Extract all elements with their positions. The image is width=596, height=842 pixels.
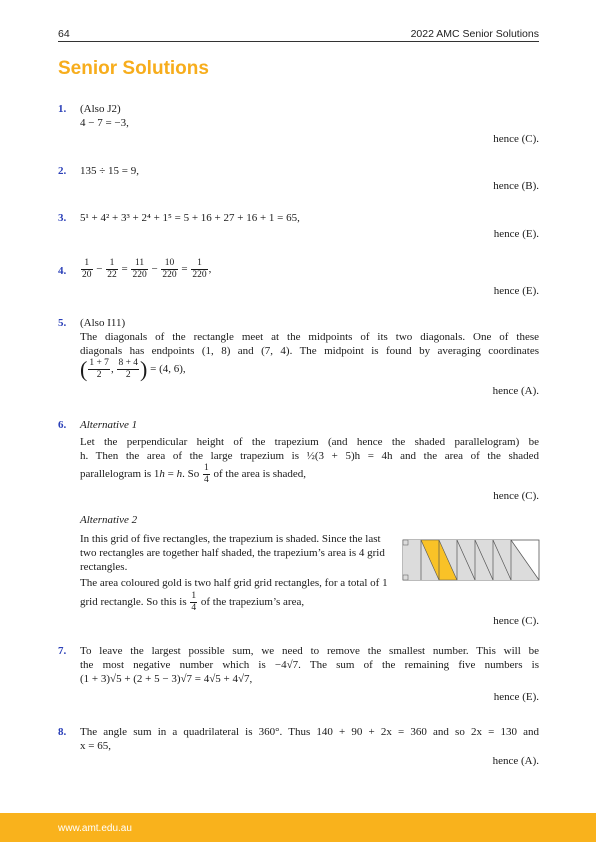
solution-number: 7. <box>58 645 67 657</box>
solution-number: 8. <box>58 726 67 738</box>
running-title: 2022 AMC Senior Solutions <box>410 28 539 40</box>
solution-number: 1. <box>58 103 67 115</box>
solution-number: 6. <box>58 419 67 431</box>
page-title: Senior Solutions <box>58 58 209 79</box>
solution-line: In this grid of five rectangles, the trapezium is shaded. Since the last <box>80 533 381 545</box>
solution-number: 3. <box>58 212 67 224</box>
solution-line: The diagonals of the rectangle meet at the midpoints of its two diagonals. One of these <box>80 331 539 343</box>
solution-line: (1 + 3)√5 + (2 + 5 − 3)√7 = 4√5 + 4√7, <box>80 673 253 685</box>
answer-text: hence (E). <box>493 285 539 297</box>
answer-text: hence (C). <box>493 490 539 502</box>
solution-2 <box>58 164 539 194</box>
solution-line: parallelogram is 1h = h. So $\frac{1}{4}$ of the area is shaded, <box>80 463 307 485</box>
solution-line: h. Then the area of the large trapezium is ½(3 + 5)h = 4h and the area of the shaded <box>80 450 539 462</box>
solution-note: (Also I11) <box>80 317 126 329</box>
alternative-heading: Alternative 2 <box>80 514 138 526</box>
solution-line: The angle sum in a quadrilateral is 360°. Thus 140 + 90 + 2x = 360 and so 2x = 130 and <box>80 726 539 738</box>
solution-line: diagonals has endpoints (1, 8) and (7, 4). The midpoint is found by averaging coordinates <box>80 345 539 357</box>
solution-1 <box>58 102 539 146</box>
alternative-heading: Alternative 1 <box>80 419 138 431</box>
solution-line: grid rectangle. So this is $\frac{1}{4}$ of the trapezium’s area, <box>80 591 305 613</box>
footer-url[interactable]: www.amt.edu.au <box>58 823 132 834</box>
solution-line: To leave the largest possible sum, we need to remove the smallest number. This will be <box>80 645 539 657</box>
solution-math: 5¹ + 4² + 3³ + 2⁴ + 1⁵ = 5 + 16 + 27 + 16 + 1 = 65, <box>80 212 300 224</box>
solution-5 <box>58 316 539 400</box>
solution-number: 2. <box>58 165 67 177</box>
solution-line: two rectangles are together half shaded, the trapezium’s area is 4 grid <box>80 547 385 559</box>
solution-4 <box>58 258 539 298</box>
solution-note: (Also J2) <box>80 103 121 115</box>
page-header <box>58 27 539 41</box>
answer-text: hence (B). <box>493 180 539 192</box>
answer-text: hence (E). <box>493 228 539 240</box>
solution-3 <box>58 211 539 241</box>
solution-8 <box>58 725 539 769</box>
solution-line: rectangles. <box>80 561 128 573</box>
answer-text: hence (C). <box>493 615 539 627</box>
solution-math: $\frac{1}{20}$ − $\frac{1}{22}$ = $\frac{11}{220}$ − $\frac{10}{220}$ = $\frac{1}{220}$ , <box>82 258 212 280</box>
solution-6 <box>58 418 539 628</box>
solution-number: 5. <box>58 317 67 329</box>
answer-text: hence (A). <box>492 755 539 767</box>
page-footer <box>0 813 596 842</box>
solution-line: The area coloured gold is two half grid grid rectangles, for a total of 1 <box>80 577 388 589</box>
header-rule <box>58 41 539 42</box>
solution-line: Let the perpendicular height of the trapezium (and hence the shaded parallelogram) be <box>80 436 539 448</box>
page-number: 64 <box>58 28 70 40</box>
solution-number: 4. <box>58 265 67 277</box>
solution-math: 4 − 7 = −3, <box>80 117 129 129</box>
solution-line: x = 65, <box>80 740 111 752</box>
answer-text: hence (A). <box>492 385 539 397</box>
solution-math: 135 ÷ 15 = 9, <box>80 165 139 177</box>
solution-math: ( $\frac{1 + 7}{2}$ , $\frac{8 + 4}{2}$ ) = (4, 6), <box>80 356 186 382</box>
solution-7 <box>58 644 539 706</box>
solution-line: the most negative number which is −4√7. The sum of the remaining five numbers is <box>80 659 539 671</box>
answer-text: hence (C). <box>493 133 539 145</box>
trapezium-grid-figure <box>393 532 540 582</box>
answer-text: hence (E). <box>493 691 539 703</box>
